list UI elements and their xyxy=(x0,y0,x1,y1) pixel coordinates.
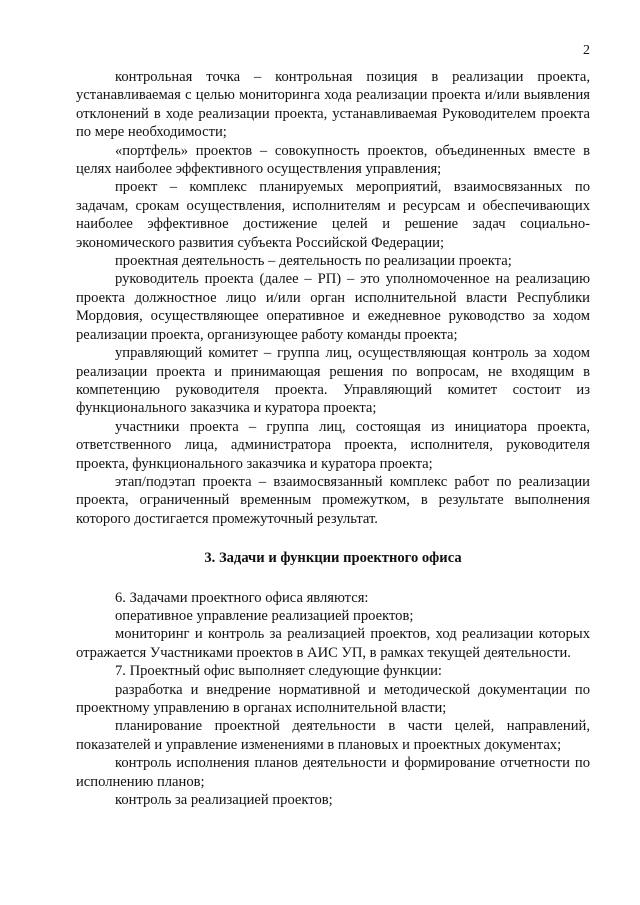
definition-paragraph: контрольная точка – контрольная позиция в реализации проекта, устанавливаемая с целью мониторинга хода реализации проекта и/или выявления отклонений в ходе реализации проекта, устанавливаемая Руководителем проекта по мере необходимости; xyxy=(76,69,590,141)
definition-paragraph: «портфель» проектов – совокупность проектов, объединенных вместе в целях наиболее эффективного осуществления управления; xyxy=(76,142,590,178)
definition-paragraph: проектная деятельность – деятельность по реализации проекта; xyxy=(115,253,512,270)
section-paragraph: разработка и внедрение нормативной и методической документации по проектному управлению в органах исполнительной власти; xyxy=(76,681,590,716)
definition-paragraph: руководитель проекта (далее – РП) – это уполномоченное на реализацию проекта должностное лицо и/или орган исполнительной власти Республики Мордовия, осуществляющее оперативное и ежедневное руководство за ходом реализации проекта, организующее работу команды проекта; xyxy=(76,271,590,343)
section-paragraph: оперативное управление реализацией проектов; xyxy=(115,607,414,624)
section-paragraph: 7. Проектный офис выполняет следующие функции: xyxy=(115,663,442,680)
section-heading: 3. Задачи и функции проектного офиса xyxy=(204,550,462,567)
definition-paragraph: проект – комплекс планируемых мероприятий, взаимосвязанных по задачам, срокам осуществления, исполнителям и ресурсам и обеспечивающих наиболее эффективное достижение целей и решение задач социально-экономического развития субъекта Российской Федерации; xyxy=(76,179,590,251)
section-paragraph: планирование проектной деятельности в части целей, направлений, показателей и управление изменениями в плановых и проектных документах; xyxy=(76,718,590,753)
section-paragraph: мониторинг и контроль за реализацией проектов, ход реализации которых отражается Участниками проектов в АИС УП, в рамках текущей деятельности. xyxy=(76,626,590,661)
definition-paragraph: участники проекта – группа лиц, состоящая из инициатора проекта, ответственного лица, администратора проекта, исполнителя, руководителя проекта, функционального заказчика и куратора проекта; xyxy=(76,418,590,472)
section-paragraph: 6. Задачами проектного офиса являются: xyxy=(115,589,369,606)
definition-paragraph: этап/подэтап проекта – взаимосвязанный комплекс работ по реализации проекта, ограниченный временным промежутком, в результате выполнения которого достигается промежуточный результат. xyxy=(76,473,590,527)
section-paragraph: контроль за реализацией проектов; xyxy=(115,792,333,809)
document-body xyxy=(76,68,590,809)
page-number: 2 xyxy=(583,43,590,58)
definition-paragraph: управляющий комитет – группа лиц, осуществляющая контроль за ходом реализации проекта и принимающая решения по вопросам, не входящим в компетенцию руководителя проекта. Управляющий комитет состоит из функционального заказчика и куратора проекта; xyxy=(76,345,590,417)
section-paragraph: контроль исполнения планов деятельности и формирование отчетности по исполнению планов; xyxy=(76,755,590,790)
